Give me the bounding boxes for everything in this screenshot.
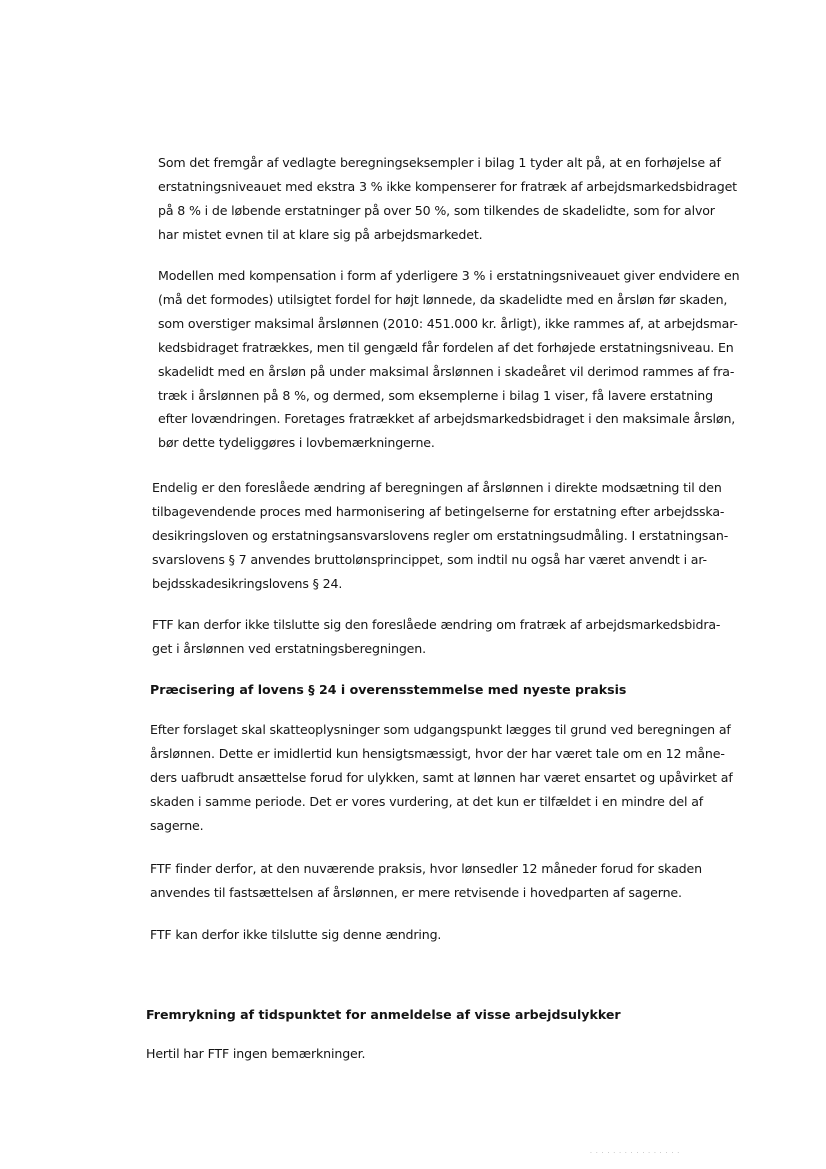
text-line: FTF finder derfor, at den nuværende praksis, hvor lønsedler 12 måneder forud for skaden [150, 861, 702, 876]
text-line: Hertil har FTF ingen bemærkninger. [146, 1046, 366, 1061]
text-line: FTF kan derfor ikke tilslutte sig den foreslåede ændring om fratræk af arbejdsmarkedsbidra- [152, 617, 721, 632]
paragraph [150, 718, 733, 838]
text-line: som overstiger maksimal årslønnen (2010: 451.000 kr. årligt), ikke rammes af, at arbejdsmar- [158, 315, 738, 331]
text-line: svarslovens § 7 anvendes bruttolønsprincippet, som indtil nu også har været anvendt i ar- [152, 551, 707, 567]
text-line: Endelig er den foreslåede ændring af beregningen af årslønnen i direkte modsætning til den [152, 480, 722, 495]
text-line: erstatningsniveauet med ekstra 3 % ikke kompenserer for fratræk af arbejdsmarkedsbidraget [158, 178, 737, 194]
paragraph [158, 264, 739, 455]
text-line: bør dette tydeliggøres i lovbemærkningerne. [158, 435, 435, 451]
paragraph [158, 151, 737, 247]
text-line: FTF kan derfor ikke tilslutte sig denne ændring. [150, 927, 442, 942]
text-line: på 8 % i de løbende erstatninger på over 50 %, som tilkendes de skadelidte, som for alvor [158, 202, 715, 218]
text-line: (må det formodes) utilsigtet fordel for højt lønnede, da skadelidte med en årsløn før skaden, [158, 291, 728, 307]
section-heading [146, 1005, 621, 1025]
heading-text: Fremrykning af tidspunktet for anmeldelse af visse arbejdsulykker [146, 1007, 621, 1022]
text-line: get i årslønnen ved erstatningsberegningen. [152, 640, 426, 656]
footer-scan-mark: · · · · · · · · · · · · · · · · [590, 1150, 681, 1157]
section-heading [150, 680, 626, 700]
paragraph [146, 1042, 365, 1066]
text-line: efter lovændringen. Foretages fratrækket af arbejdsmarkedsbidraget i den maksimale årsløn, [158, 411, 736, 427]
text-line: skadelidt med en årsløn på under maksimal årslønnen i skadeåret vil derimod rammes af fra- [158, 363, 735, 379]
text-line: årslønnen. Dette er imidlertid kun hensigtsmæssigt, hvor der har været tale om en 12 måne- [150, 745, 725, 761]
paragraph [150, 857, 702, 905]
text-line: anvendes til fastsættelsen af årslønnen, er mere retvisende i hovedparten af sagerne. [150, 884, 682, 900]
heading-text: Præcisering af lovens § 24 i overensstemmelse med nyeste praksis [150, 682, 627, 697]
text-line: har mistet evnen til at klare sig på arbejdsmarkedet. [158, 226, 483, 242]
text-line: træk i årslønnen på 8 %, og dermed, som eksemplerne i bilag 1 viser, få lavere erstatning [158, 387, 713, 403]
text-line: Modellen med kompensation i form af yderligere 3 % i erstatningsniveauet giver endvidere en [158, 268, 740, 283]
text-line: Som det fremgår af vedlagte beregningseksempler i bilag 1 tyder alt på, at en forhøjelse af [158, 155, 721, 170]
text-line: sagerne. [150, 817, 204, 833]
text-line: bejdsskadesikringslovens § 24. [152, 575, 343, 591]
text-line: tilbagevendende proces med harmonisering af betingelserne for erstatning efter arbejdsska- [152, 503, 725, 519]
text-line: kedsbidraget fratrækkes, men til gengæld får fordelen af det forhøjede erstatningsniveau. En [158, 339, 734, 355]
text-line: Efter forslaget skal skatteoplysninger som udgangspunkt lægges til grund ved beregningen af [150, 722, 731, 737]
text-line: desikringsloven og erstatningsansvarslovens regler om erstatningsudmåling. I erstatningsan- [152, 527, 729, 543]
paragraph [152, 613, 720, 661]
paragraph [152, 476, 728, 596]
text-line: ders uafbrudt ansættelse forud for ulykken, samt at lønnen har været ensartet og upåvirket af [150, 769, 733, 785]
text-line: skaden i samme periode. Det er vores vurdering, at det kun er tilfældet i en mindre del af [150, 793, 704, 809]
paragraph [150, 923, 441, 947]
